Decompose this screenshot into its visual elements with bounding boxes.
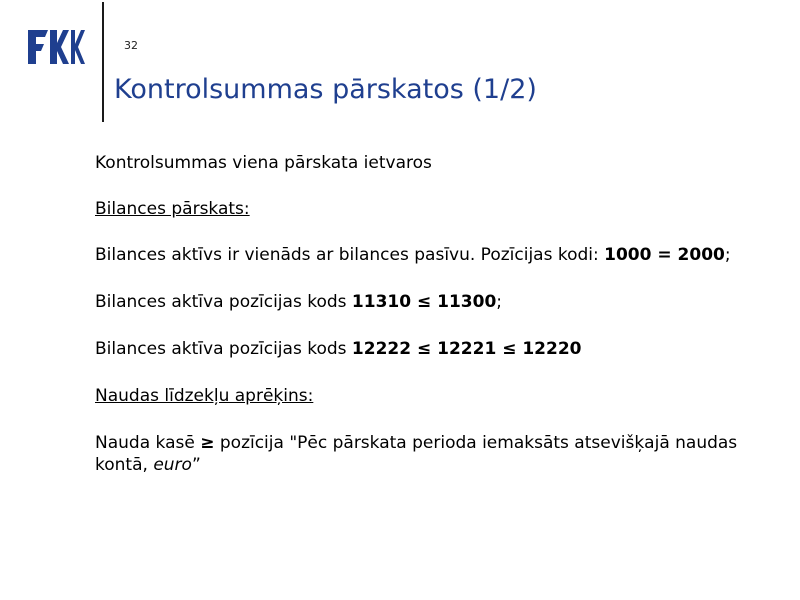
balance-line-1-emphasis: 1000 = 2000 (604, 245, 725, 265)
balance-line-1-suffix: ; (724, 245, 731, 265)
cashflow-line-1-rest: pozīcija "Pēc pārskata perioda iemaksāts atsevišķajā naudas kontā, (95, 433, 738, 475)
cashflow-line-1-suffix: ” (191, 455, 201, 475)
balance-line-2-emphasis: 11310 ≤ 11300 (351, 292, 497, 312)
cashflow-line-1-emphasis: ≥ (200, 433, 215, 453)
header-divider (102, 2, 104, 122)
fkt-logo-icon (26, 28, 86, 66)
balance-heading: Bilances pārskats: (95, 199, 250, 219)
intro-text: Kontrolsummas viena pārskata ietvaros (95, 153, 432, 173)
slide-content (95, 152, 775, 476)
cashflow-heading: Naudas līdzekļu aprēķins: (95, 386, 314, 406)
balance-line-1-text: Bilances aktīvs ir vienāds ar bilances pasīvu. Pozīcijas kodi: (95, 245, 605, 265)
balance-line-3 (95, 338, 775, 360)
balance-line-2-suffix: ; (496, 292, 503, 312)
balance-line-2-text: Bilances aktīva pozīcijas kods (95, 292, 352, 312)
balance-line-3-text: Bilances aktīva pozīcijas kods (95, 339, 352, 359)
slide-title: Kontrolsummas pārskatos (1/2) (114, 74, 537, 105)
slide-number: 32 (124, 39, 138, 52)
balance-line-1 (95, 244, 775, 266)
balance-line-3-emphasis: 12222 ≤ 12221 ≤ 12220 (351, 339, 582, 359)
cashflow-line-1-text: Nauda kasē (95, 433, 201, 453)
cashflow-line-1 (95, 432, 775, 476)
balance-line-2 (95, 291, 775, 313)
cashflow-line-1-italic: euro (153, 455, 192, 475)
